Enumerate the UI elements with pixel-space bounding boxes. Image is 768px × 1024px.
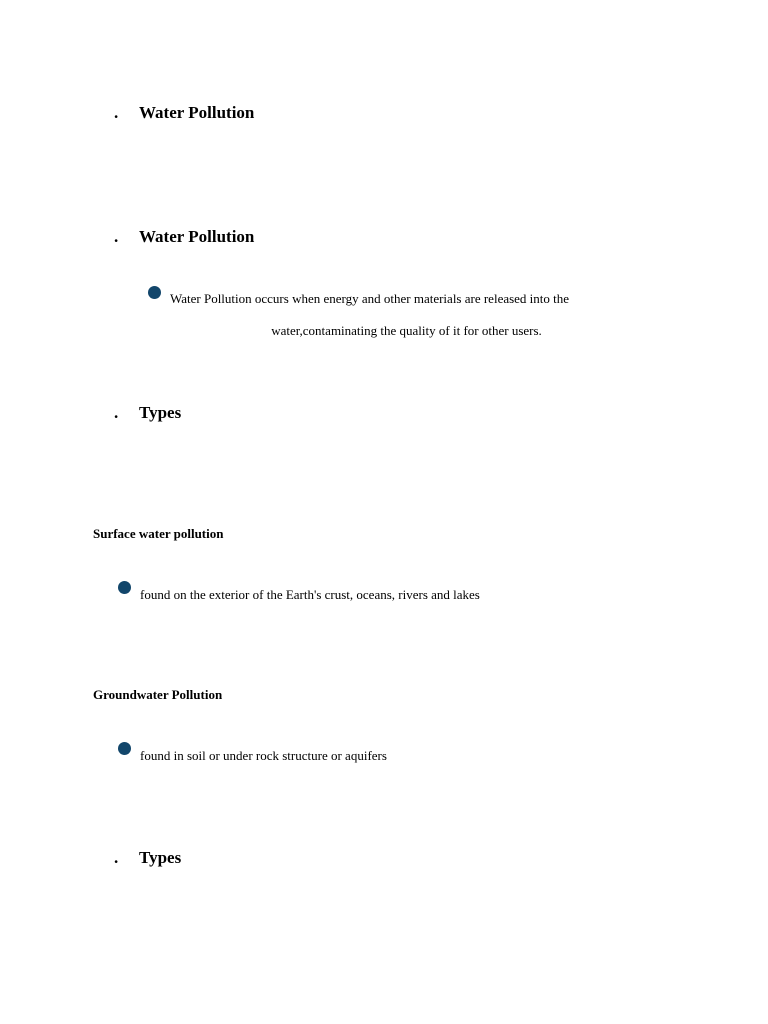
heading-title: Types [139,403,182,422]
heading-title: Types [139,848,182,867]
heading-title: Water Pollution [139,227,255,246]
heading-title: Water Pollution [139,103,255,122]
heading-marker: . [114,848,119,867]
definition-line-2: water,contaminating the quality of it for other users. [271,323,542,338]
heading-marker: . [114,103,119,122]
bullet-icon [148,286,161,299]
type-description: found on the exterior of the Earth's crust, oceans, rivers and lakes [140,587,480,602]
type-description: found in soil or under rock structure or aquifers [140,748,387,763]
type-heading: Surface water pollution [93,526,224,541]
definition-line-1: Water Pollution occurs when energy and other materials are released into the [170,291,570,306]
type-heading: Groundwater Pollution [93,687,223,702]
bullet-icon [118,581,131,594]
bullet-icon [118,742,131,755]
heading-marker: . [114,403,119,422]
heading-marker: . [114,227,119,246]
